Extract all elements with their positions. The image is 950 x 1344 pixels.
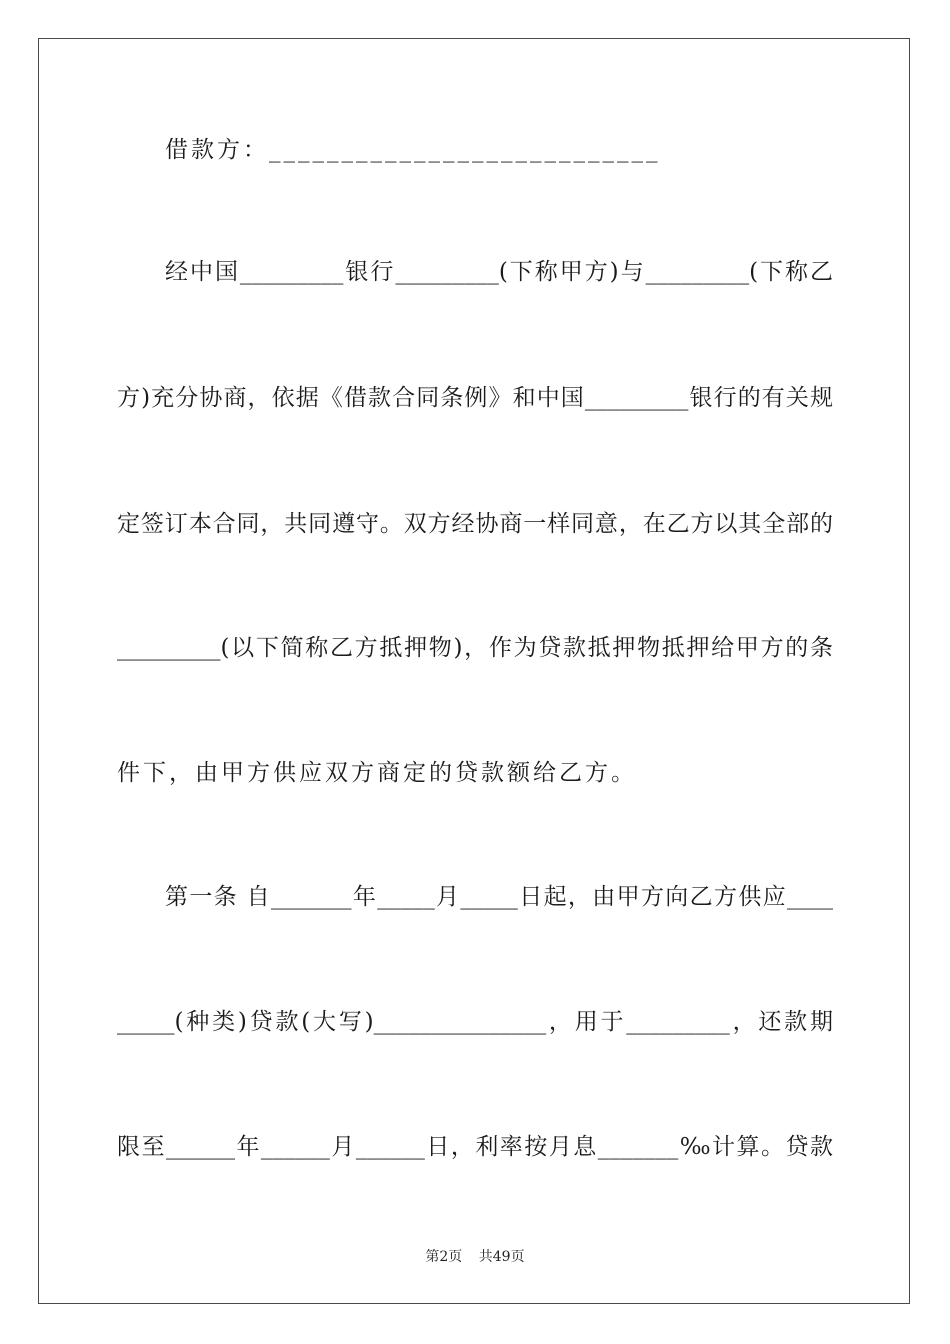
borrower-line: 借款方：___________________________ [165,137,661,163]
paragraph-line-4: _________(以下简称乙方抵押物)，作为贷款抵押物抵押给甲方的条 [117,635,833,661]
article-one-line-3: 限至______年______月______日，利率按月息_______‰计算。贷款 [117,1134,833,1160]
page-total: 共49页 [478,1249,525,1265]
article-one-line-2: _____(种类)贷款(大写)_______________，用于_________，还款期 [117,1009,833,1035]
paragraph-line-3: 定签订本合同，共同遵守。双方经协商一样同意，在乙方以其全部的 [117,511,833,537]
page-border [38,38,910,1304]
paragraph-line-2: 方)充分协商，依据《借款合同条例》和中国_________银行的有关规 [117,385,833,411]
paragraph-line-1: 经中国_________银行_________(下称甲方)与_________(下称乙 [165,259,833,285]
page-number: 第2页 [425,1249,463,1265]
page-footer [0,1247,950,1267]
paragraph-line-5: 件下，由甲方供应双方商定的贷款额给乙方。 [117,760,637,786]
article-one-line-1: 第一条 自_______年_____月_____日起，由甲方向乙方供应____ [165,884,833,910]
